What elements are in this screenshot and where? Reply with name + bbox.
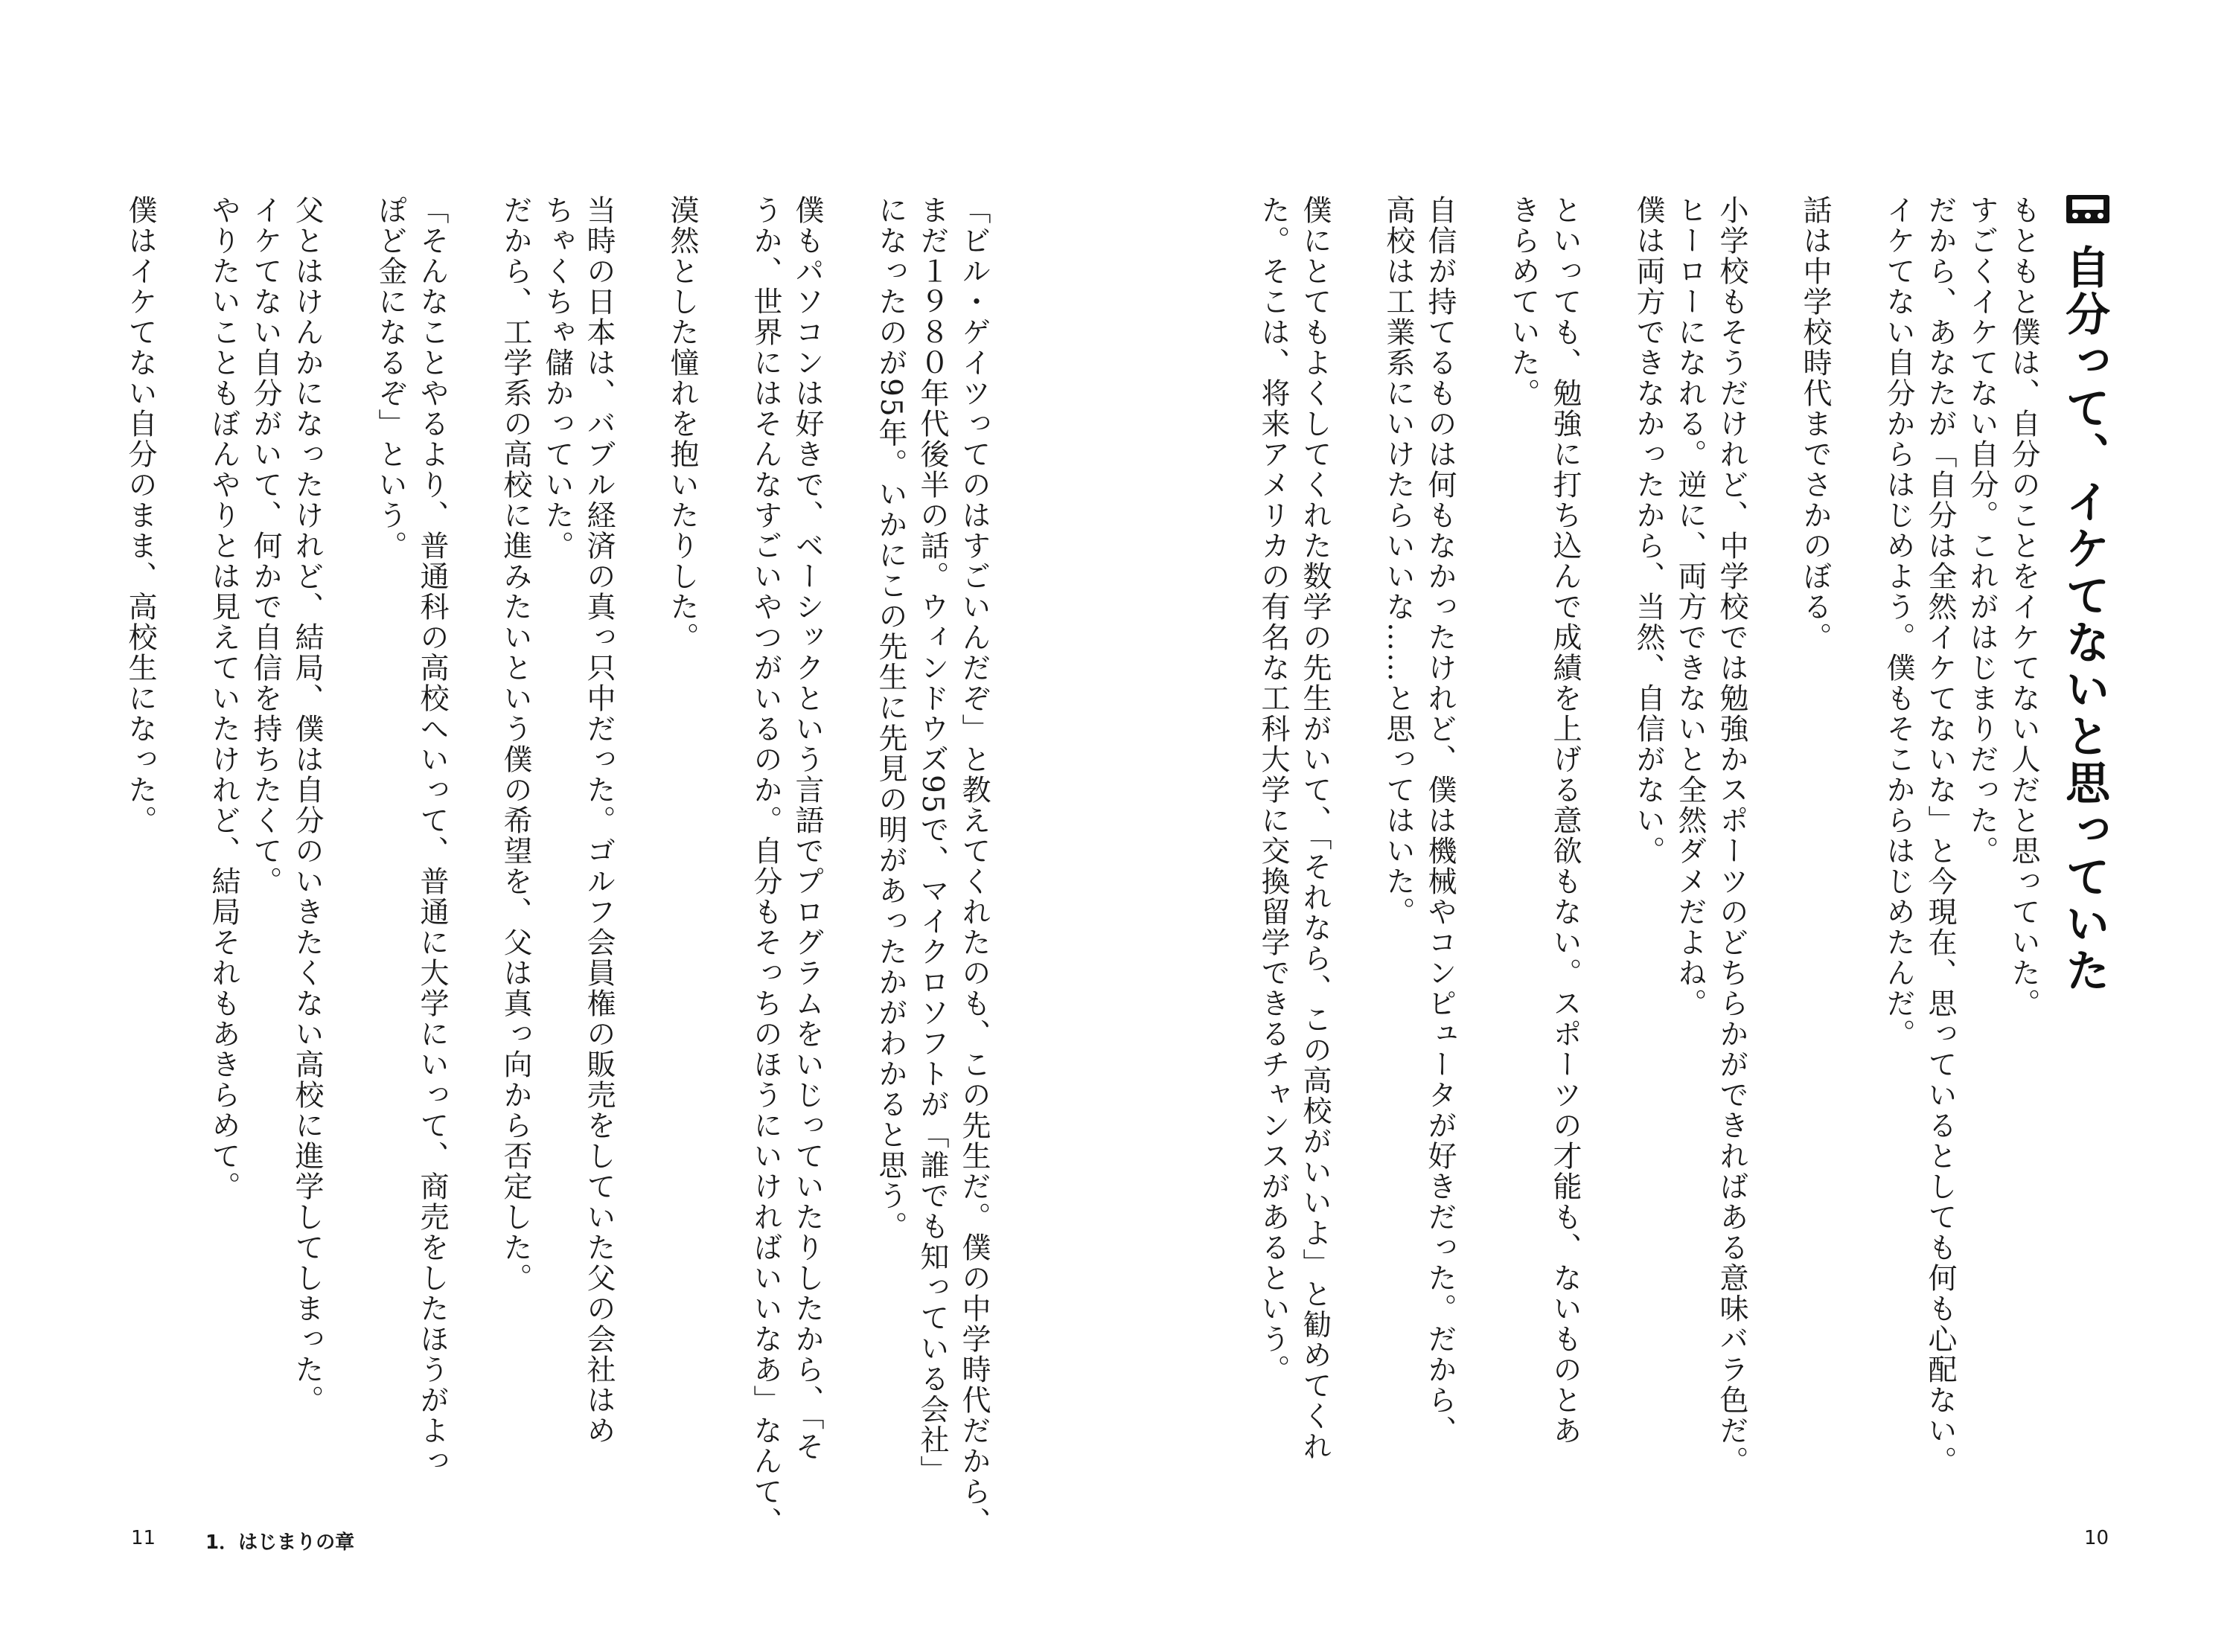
text-column: 僕にとてもよくしてくれた数学の先生がいて、「それなら、この高校がいいよ」と勧めてくれ	[1298, 195, 1332, 1462]
chapter-label: 1．はじまりの章	[205, 1531, 355, 1554]
text-column: ちゃくちゃ儲かっていた。	[540, 195, 574, 561]
text-column: ぽど金になるぞ」という。	[374, 195, 407, 561]
text-column: 僕はイケてない自分のまま、高校生になった。	[124, 195, 157, 836]
text-column: 僕もパソコンは好きで、ベーシックという言語でプログラムをいじっていたりしたから、「そ	[790, 195, 824, 1462]
text-column: やりたいこともぼんやりとは見えていたけれど、結局それもあきらめて。	[207, 195, 240, 1202]
text-column: きらめていた。	[1507, 195, 1540, 409]
text-column: 小学校もそうだけれど、中学校では勉強かスポーツのどちらかができればある意味バラ色だ。	[1715, 195, 1748, 1476]
text-column: といっても、勉強に打ち込んで成績を上げる意欲もない。スポーツの才能も、ないものとあ	[1548, 195, 1582, 1446]
text-column: 父とはけんかになったけれど、結局、僕は自分のいきたくない高校に進学してしまった。	[290, 195, 324, 1415]
text-column: だから、工学系の高校に進みたいという僕の希望を、父は真っ向から否定した。	[499, 195, 532, 1293]
text-column: 「そんなことやるより、普通科の高校へいって、普通に大学にいって、商売をしたほうがよっ	[415, 195, 449, 1476]
text-column: すごくイケてない自分。これがはじまりだった。	[1965, 195, 1999, 866]
text-column: 話は中学校時代までさかのぼる。	[1798, 195, 1832, 653]
page-number-left: 11	[131, 1527, 156, 1549]
text-column: もともと僕は、自分のことをイケてない人だと思っていた。	[2007, 195, 2040, 1019]
text-column: うか、世界にはそんなすごいやつがいるのか。自分もそっちのほうにいければいいなあ」なんて、	[749, 195, 782, 1537]
text-column: 高校は工業系にいけたらいいな……と思ってはいた。	[1381, 195, 1415, 927]
text-column: た。そこは、将来アメリカの有名な工科大学に交換留学できるチャンスがあるという。	[1256, 195, 1290, 1385]
text-column: 「ビル・ゲイツってのはすごいんだぞ」と教えてくれたのも、この先生だ。僕の中学時代だから、	[957, 195, 991, 1537]
computer-icon	[2066, 195, 2109, 223]
text-column: 漠然とした憧れを抱いたりした。	[665, 195, 699, 653]
text-column: になったのが95年。いかにこの先生に先見の明があったかがわかると思う。	[874, 195, 907, 1242]
text-column: 自信が持てるものは何もなかったけれど、僕は機械やコンピュータが好きだった。だから、	[1423, 195, 1457, 1446]
section-title: 自分って、イケてないと思っていた	[2058, 244, 2110, 994]
text-column: イケてない自分がいて、何かで自信を持ちたくて。	[249, 195, 282, 897]
text-column: まだ１９８０年代後半の話。ウィンドウズ95で、マイクロソフトが「誰でも知っている会社」	[916, 195, 949, 1486]
text-column: 僕は両方できなかったから、当然、自信がない。	[1632, 195, 1665, 866]
page-number-right: 10	[2084, 1527, 2109, 1549]
text-column: だから、あなたが「自分は全然イケてないな」と今現在、思っているとしても何も心配ない。	[1923, 195, 1957, 1476]
text-column: ヒーローになれる。逆に、両方できないと全然ダメだよね。	[1673, 195, 1707, 1019]
text-column: 当時の日本は、バブル経済の真っ只中だった。ゴルフ会員権の販売をしていた父の会社はめ	[582, 195, 616, 1446]
text-column: イケてない自分からはじめよう。僕もそこからはじめたんだ。	[1882, 195, 1915, 1049]
